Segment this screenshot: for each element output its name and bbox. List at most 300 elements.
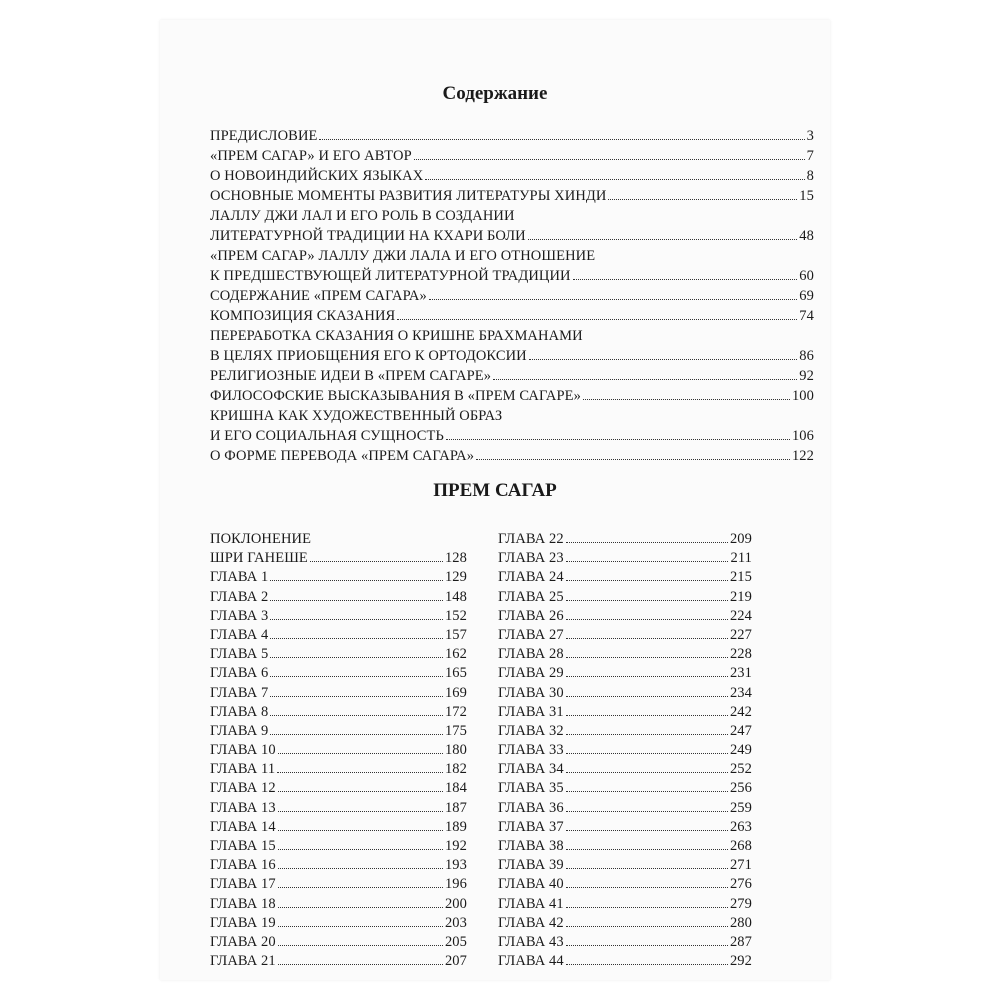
chapter-entry	[210, 799, 467, 818]
toc-entry	[210, 366, 814, 386]
entry-title: ЛИТЕРАТУРНОЙ ТРАДИЦИИ НА КХАРИ БОЛИ	[210, 228, 526, 244]
entry-line	[210, 568, 467, 587]
dot-leader	[566, 561, 729, 562]
entry-line	[210, 206, 814, 226]
entry-title: ГЛАВА 14	[210, 818, 276, 835]
entry-title: ФИЛОСОФСКИЕ ВЫСКАЗЫВАНИЯ В «ПРЕМ САГАРЕ»	[210, 388, 581, 404]
toc-entry	[210, 406, 814, 446]
entry-title: ГЛАВА 24	[498, 569, 564, 586]
chapter-entry	[498, 799, 752, 818]
chapter-entry	[210, 952, 467, 971]
page-number: 169	[444, 684, 467, 701]
entry-title: ГЛАВА 44	[498, 953, 564, 970]
entry-title: ГЛАВА 11	[210, 761, 276, 778]
dot-leader	[528, 239, 798, 240]
dot-leader	[278, 849, 443, 850]
entry-line	[498, 837, 752, 856]
page-number: 196	[444, 876, 467, 893]
entry-title: ГЛАВА 12	[210, 780, 276, 797]
entry-line	[498, 933, 752, 952]
page-number: 259	[729, 799, 752, 816]
dot-leader	[566, 542, 728, 543]
dot-leader	[566, 907, 728, 908]
entry-line	[498, 856, 752, 875]
entry-title: ГЛАВА 6	[210, 665, 269, 682]
dot-leader	[270, 580, 443, 581]
entry-line	[210, 426, 814, 446]
chapter-entry	[210, 588, 467, 607]
chapter-entry	[210, 684, 467, 703]
entry-line	[498, 875, 752, 894]
entry-title: ГЛАВА 9	[210, 722, 269, 739]
toc-entry	[210, 246, 814, 286]
chapter-entry	[498, 856, 752, 875]
dot-leader	[566, 715, 728, 716]
entry-title: ГЛАВА 33	[498, 742, 564, 759]
entry-title: ПРЕДИСЛОВИЕ	[210, 128, 318, 144]
chapter-entry	[210, 779, 467, 798]
page-number: 86	[799, 348, 814, 364]
entry-line	[210, 895, 467, 914]
entry-title: ГЛАВА 5	[210, 646, 269, 663]
page-number: 256	[729, 780, 752, 797]
entry-line	[210, 346, 814, 366]
dot-leader	[566, 580, 728, 581]
entry-title: ШРИ ГАНЕШЕ	[210, 550, 308, 567]
entry-title: О ФОРМЕ ПЕРЕВОДА «ПРЕМ САГАРА»	[210, 448, 475, 464]
page-number: 228	[729, 646, 752, 663]
chapter-entry	[498, 664, 752, 683]
page-number: 106	[791, 428, 814, 444]
page-number: 148	[444, 588, 467, 605]
chapter-entry	[210, 914, 467, 933]
page-number: 268	[729, 838, 752, 854]
page-number: 180	[444, 742, 467, 759]
entry-title: ГЛАВА 7	[210, 684, 269, 701]
page-number: 157	[444, 626, 467, 643]
page-number: 187	[444, 799, 467, 816]
chapter-entry	[498, 933, 752, 952]
dot-leader	[270, 638, 443, 639]
dot-leader	[566, 791, 728, 792]
entry-line	[210, 933, 467, 952]
entry-title: ГЛАВА 39	[498, 857, 564, 874]
entry-line	[210, 741, 467, 760]
entry-line	[498, 818, 752, 837]
dot-leader	[493, 379, 797, 380]
dot-leader	[319, 139, 804, 140]
entry-line	[210, 166, 814, 186]
entry-title: ПЕРЕРАБОТКА СКАЗАНИЯ О КРИШНЕ БРАХМАНАМИ	[210, 328, 583, 344]
entry-title: ПОКЛОНЕНИЕ	[210, 531, 312, 547]
dot-leader	[573, 279, 798, 280]
entry-line	[498, 914, 752, 933]
page-number: 227	[729, 626, 752, 643]
chapter-entry	[498, 530, 752, 549]
dot-leader	[270, 696, 443, 697]
entry-line	[210, 914, 467, 933]
page-number: 215	[729, 569, 752, 586]
entry-title: ГЛАВА 22	[498, 531, 564, 547]
entry-line	[210, 837, 467, 856]
entry-line	[210, 366, 814, 386]
entry-title: ГЛАВА 10	[210, 742, 276, 759]
page-number: 129	[444, 569, 467, 586]
chapter-entry	[210, 837, 467, 856]
dot-leader	[583, 399, 790, 400]
chapter-entry	[498, 722, 752, 741]
page-number: 122	[791, 448, 814, 464]
chapter-entry	[210, 530, 467, 568]
page-number: 7	[806, 148, 814, 164]
page-number: 74	[799, 308, 814, 324]
dot-leader	[278, 907, 443, 908]
entry-title: ЛАЛЛУ ДЖИ ЛАЛ И ЕГО РОЛЬ В СОЗДАНИИ	[210, 208, 515, 224]
entry-title: ГЛАВА 13	[210, 799, 276, 816]
toc-list	[210, 126, 814, 466]
page-number: 175	[444, 722, 467, 739]
dot-leader	[278, 945, 443, 946]
chapter-entry	[210, 607, 467, 626]
entry-title: ГЛАВА 4	[210, 626, 269, 643]
entry-line	[498, 895, 752, 914]
entry-title: ГЛАВА 18	[210, 895, 276, 912]
entry-title: ГЛАВА 31	[498, 703, 564, 720]
dot-leader	[278, 791, 443, 792]
page-number: 203	[444, 914, 467, 931]
chapter-entry	[210, 645, 467, 664]
dot-leader	[566, 887, 728, 888]
entry-title: ГЛАВА 1	[210, 569, 269, 586]
toc-entry	[210, 286, 814, 306]
chapter-entry	[498, 895, 752, 914]
dot-leader	[397, 319, 797, 320]
entry-title: ГЛАВА 27	[498, 626, 564, 643]
entry-title: ГЛАВА 19	[210, 914, 276, 931]
chapter-entry	[210, 741, 467, 760]
page-number: 193	[444, 857, 467, 874]
entry-title: ГЛАВА 42	[498, 914, 564, 931]
dot-leader	[566, 849, 728, 850]
page-number: 231	[729, 665, 752, 682]
chapter-entry	[498, 549, 752, 568]
toc-entry	[210, 386, 814, 406]
entry-line	[210, 226, 814, 246]
entry-title: К ПРЕДШЕСТВУЮЩЕЙ ЛИТЕРАТУРНОЙ ТРАДИЦИИ	[210, 268, 571, 284]
entry-line	[498, 799, 752, 818]
page-number: 172	[444, 703, 467, 720]
dot-leader	[278, 830, 443, 831]
entry-line	[210, 645, 467, 664]
chapter-entry	[498, 588, 752, 607]
dot-leader	[566, 657, 728, 658]
dot-leader	[270, 600, 443, 601]
page-number: 152	[444, 607, 467, 624]
page-number: 162	[444, 646, 467, 663]
dot-leader	[278, 926, 443, 927]
page-number: 247	[729, 722, 752, 739]
page-number: 165	[444, 665, 467, 682]
entry-line	[210, 126, 814, 146]
entry-line	[498, 703, 752, 722]
chapter-entry	[210, 933, 467, 952]
chapter-entry	[498, 952, 752, 971]
toc-entry	[210, 206, 814, 246]
entry-title: ГЛАВА 30	[498, 684, 564, 701]
dot-leader	[476, 459, 790, 460]
entry-title: ГЛАВА 43	[498, 933, 564, 950]
page-number: 207	[444, 953, 467, 970]
entry-line	[210, 760, 467, 779]
entry-line	[210, 664, 467, 683]
entry-line	[498, 607, 752, 626]
entry-title: РЕЛИГИОЗНЫЕ ИДЕИ В «ПРЕМ САГАРЕ»	[210, 368, 492, 384]
page-number: 224	[729, 607, 752, 624]
chapter-entry	[498, 626, 752, 645]
entry-title: ГЛАВА 21	[210, 953, 276, 970]
toc-entry	[210, 446, 814, 466]
entry-line	[210, 186, 814, 206]
page-number: 15	[799, 188, 814, 204]
chapter-entry	[210, 760, 467, 779]
chapter-entry	[498, 645, 752, 664]
entry-line	[210, 406, 814, 426]
page-number: 205	[444, 933, 467, 950]
entry-line	[210, 722, 467, 741]
entry-line	[498, 760, 752, 779]
entry-line	[210, 799, 467, 818]
chapter-entry	[210, 664, 467, 683]
entry-line	[210, 779, 467, 798]
entry-line	[210, 326, 814, 346]
entry-line	[498, 568, 752, 587]
entry-line	[498, 684, 752, 703]
page-number: 276	[729, 876, 752, 893]
entry-title: ГЛАВА 20	[210, 933, 276, 950]
dot-leader	[270, 734, 443, 735]
toc-title: Содержание	[442, 83, 548, 104]
toc-entry	[210, 186, 814, 206]
page-number: 128	[444, 550, 467, 567]
page-number: 271	[729, 857, 752, 874]
dot-leader	[270, 715, 443, 716]
entry-title: ГЛАВА 37	[498, 818, 564, 835]
entry-line	[210, 530, 467, 549]
chapter-entry	[210, 895, 467, 914]
dot-leader	[566, 926, 728, 927]
entry-line	[498, 588, 752, 607]
dot-leader	[566, 811, 728, 812]
dot-leader	[278, 811, 443, 812]
page-number: 242	[729, 703, 752, 720]
entry-line	[498, 779, 752, 798]
entry-line	[210, 588, 467, 607]
entry-line	[210, 306, 814, 326]
page-number: 219	[729, 588, 752, 605]
entry-title: ГЛАВА 3	[210, 607, 269, 624]
dot-leader	[566, 600, 728, 601]
chapter-entry	[498, 607, 752, 626]
entry-line	[210, 266, 814, 286]
dot-leader	[278, 868, 443, 869]
page-number: 48	[799, 228, 814, 244]
entry-title: ГЛАВА 2	[210, 588, 269, 605]
dot-leader	[270, 619, 443, 620]
page-number: 287	[729, 933, 752, 950]
entry-line	[210, 607, 467, 626]
entry-title: ГЛАВА 15	[210, 838, 276, 854]
entry-line	[210, 246, 814, 266]
chapter-entry	[498, 779, 752, 798]
entry-line	[498, 952, 752, 971]
page-number: 292	[729, 953, 752, 970]
dot-leader	[429, 299, 797, 300]
chapter-entry	[210, 626, 467, 645]
dot-leader	[566, 868, 728, 869]
entry-title: ГЛАВА 16	[210, 857, 276, 874]
page-number: 279	[729, 895, 752, 912]
dot-leader	[414, 159, 805, 160]
dot-leader	[566, 753, 728, 754]
toc-entry	[210, 146, 814, 166]
entry-line	[210, 386, 814, 406]
entry-line	[210, 703, 467, 722]
page-number: 184	[444, 780, 467, 797]
dot-leader	[446, 439, 790, 440]
entry-line	[498, 626, 752, 645]
dot-leader	[566, 619, 728, 620]
entry-title: ГЛАВА 23	[498, 550, 564, 567]
entry-title: КРИШНА КАК ХУДОЖЕСТВЕННЫЙ ОБРАЗ	[210, 408, 503, 424]
dot-leader	[608, 199, 797, 200]
dot-leader	[278, 753, 443, 754]
dot-leader	[566, 676, 728, 677]
page-number: 249	[729, 742, 752, 759]
entry-title: КОМПОЗИЦИЯ СКАЗАНИЯ	[210, 308, 396, 324]
chapter-entry	[210, 875, 467, 894]
page-number: 280	[729, 914, 752, 931]
page-number: 100	[791, 388, 814, 404]
chapter-entry	[498, 760, 752, 779]
page-number: 60	[799, 268, 814, 284]
entry-line	[498, 645, 752, 664]
chapter-entry	[498, 818, 752, 837]
dot-leader	[529, 359, 798, 360]
entry-title: ГЛАВА 40	[498, 876, 564, 893]
dot-leader	[425, 179, 804, 180]
page-number: 189	[444, 818, 467, 835]
toc-entry	[210, 326, 814, 366]
page-number: 234	[729, 684, 752, 701]
entry-line	[498, 530, 752, 549]
entry-title: ГЛАВА 38	[498, 838, 564, 854]
entry-line	[498, 741, 752, 760]
dot-leader	[310, 561, 443, 562]
entry-line	[210, 856, 467, 875]
entry-line	[210, 286, 814, 306]
page-number: 211	[730, 550, 752, 567]
page-number: 182	[444, 761, 467, 778]
chapter-entry	[210, 722, 467, 741]
entry-title: ГЛАВА 34	[498, 761, 564, 778]
chapter-entry	[210, 818, 467, 837]
entry-line	[498, 722, 752, 741]
entry-title: «ПРЕМ САГАР» И ЕГО АВТОР	[210, 148, 412, 164]
dot-leader	[566, 964, 728, 965]
entry-title: И ЕГО СОЦИАЛЬНАЯ СУЩНОСТЬ	[210, 428, 444, 444]
dot-leader	[277, 772, 443, 773]
entry-title: «ПРЕМ САГАР» ЛАЛЛУ ДЖИ ЛАЛА И ЕГО ОТНОШЕНИЕ	[210, 248, 596, 264]
dot-leader	[270, 676, 443, 677]
entry-title: ГЛАВА 32	[498, 722, 564, 739]
toc-entry	[210, 166, 814, 186]
page-number: 200	[444, 895, 467, 912]
entry-title: ГЛАВА 17	[210, 876, 276, 893]
entry-title: СОДЕРЖАНИЕ «ПРЕМ САГАРА»	[210, 288, 427, 304]
dot-leader	[566, 696, 728, 697]
entry-line	[210, 875, 467, 894]
entry-line	[210, 549, 467, 568]
entry-title: ГЛАВА 29	[498, 665, 564, 682]
page-number: 263	[729, 818, 752, 835]
entry-line	[210, 446, 814, 466]
entry-line	[210, 684, 467, 703]
entry-line	[210, 626, 467, 645]
dot-leader	[270, 657, 443, 658]
part-title: ПРЕМ САГАР	[433, 480, 557, 501]
entry-title: ГЛАВА 25	[498, 588, 564, 605]
entry-line	[498, 549, 752, 568]
book-page	[160, 20, 830, 980]
entry-title: ОСНОВНЫЕ МОМЕНТЫ РАЗВИТИЯ ЛИТЕРАТУРЫ ХИНДИ	[210, 188, 607, 204]
page-number: 209	[729, 531, 752, 547]
chapter-list-right	[498, 530, 752, 971]
entry-line	[210, 818, 467, 837]
chapter-entry	[498, 684, 752, 703]
chapter-entry	[210, 703, 467, 722]
page-number: 8	[806, 168, 814, 184]
chapter-list-left	[210, 530, 467, 971]
entry-title: ГЛАВА 8	[210, 703, 269, 720]
entry-title: ГЛАВА 26	[498, 607, 564, 624]
entry-line	[498, 664, 752, 683]
entry-title: ГЛАВА 36	[498, 799, 564, 816]
page-number: 192	[444, 838, 467, 854]
entry-line	[210, 146, 814, 166]
dot-leader	[278, 887, 443, 888]
chapter-entry	[498, 914, 752, 933]
dot-leader	[566, 638, 728, 639]
entry-title: О НОВОИНДИЙСКИХ ЯЗЫКАХ	[210, 168, 424, 184]
page-number: 252	[729, 761, 752, 778]
entry-title: ГЛАВА 28	[498, 646, 564, 663]
chapter-entry	[498, 703, 752, 722]
chapter-entry	[498, 875, 752, 894]
toc-entry	[210, 126, 814, 146]
dot-leader	[566, 734, 728, 735]
dot-leader	[566, 772, 728, 773]
page-number: 69	[799, 288, 814, 304]
entry-title: В ЦЕЛЯХ ПРИОБЩЕНИЯ ЕГО К ОРТОДОКСИИ	[210, 348, 527, 364]
dot-leader	[278, 964, 443, 965]
entry-title: ГЛАВА 41	[498, 895, 564, 912]
dot-leader	[566, 830, 728, 831]
toc-entry	[210, 306, 814, 326]
chapter-entry	[210, 856, 467, 875]
dot-leader	[566, 945, 728, 946]
chapter-entry	[210, 568, 467, 587]
chapter-entry	[498, 837, 752, 856]
